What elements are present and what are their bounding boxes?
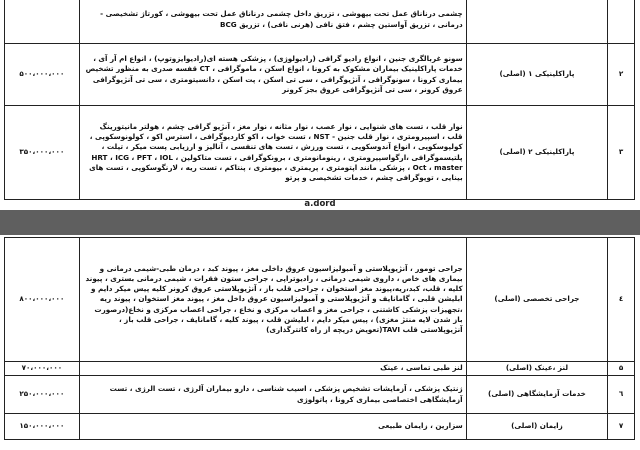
row-number: ٤ [608, 238, 635, 362]
coverage-amount: ۲۵۰،۰۰۰،۰۰۰ [5, 376, 80, 414]
table-row [5, 106, 635, 200]
coverage-table-top [4, 0, 635, 200]
service-description: جراحی تومور ، آنژیوپلاستی و آمبولیزاسیون عروق داخلی مغز ، پیوند کبد ، درمان طبی-شیمی درمانی و بیماری های خاص ، داروی شیمی درمانی ، رادیوتراپی ، جراحی ستون فقرات ، شیمی درمانی بستری ، پیوند کلیه ، قلب، کبد،ریه،پیوند مغز استخوان ، جراحی قلب باز ، آنژیوپلاستی عروق کرونر کلیه پیس میکر دایم و ابلیشن قلبی ، گامانایف و آنژیوپلاستی و آمبولیزاسیون عروق داخل مغز ، پیوند مغز استخوان ، پیوند ریه ،تجهیزات پزشکی کاشتنی ، جراحی مغز و اعصاب مرکزی و نخاع ، جراحی اعصاب مرکزی و نخاع(درصورت باز شدن لایه منتژ مغزی) ، پیس میکر دایم ، ابلیشن قلب ، پیوند کلیه ، گامانایف ، جراحی قلب باز ، آنژیوپلاستی قلب TAVI(تعویض دریچه از راه کاتترگذاری) [79, 238, 466, 362]
coverage-amount: ۱۵۰،۰۰۰،۰۰۰ [5, 414, 80, 440]
service-name: پاراکلینیکی ۱ (اصلی) [466, 44, 608, 106]
row-number: ٦ [608, 376, 635, 414]
service-name: لنز ،عینک (اصلی) [466, 362, 608, 376]
service-name: خدمات آزمایشگاهی (اصلی) [466, 376, 608, 414]
row-number: ۵ [608, 362, 635, 376]
table-row [5, 44, 635, 106]
service-name: زایمان (اصلی) [466, 414, 608, 440]
coverage-amount: ۷۰،۰۰۰،۰۰۰ [5, 362, 80, 376]
service-name: جراحی تخصصی (اصلی) [466, 238, 608, 362]
service-description: سونو غربالگری جنین ، انواع رادیو گرافی (رادیولوژی) ، پزشکی هسته ای(رادیوایزوتوپ) ، انواع ام آر آی ، خدمات پاراکلینیک بیماران مشکوک به کرونا ، انواع اسکن ، ماموگرافی ، CT قفسه صدری به منظور تشخیص بیماری کرونا ، سونوگرافی ، آنژیوگرافی ، سی تی اسکن ، پت اسکن ، دانسیتومتری ، سی تی آنژیوگرافی عروق کرونر ، سی تی آنژیوگرافی عروق بجز کرونر [79, 44, 466, 106]
service-description: نوار قلب ، تست های شنوایی ، نوار عصب ، نوار مثانه ، نوار مغز ، آنژیو گرافی چشم ، هولتر مانیتورینگ قلب ، اسپیرومتری ، نوار قلب جنین - NST ، تست خواب ، اکو کاردیوگرافی ، استرس اکو ، کولونوسکوپی ، کولپوسکوپی ، انواع آندوسکوپی ، تست ورزش ، تست های تنفسی ، آنالیز و ارزیابی پست میکر ، تیلت ، پلتیسموگرافی ،ارگواسپیرومتری ، رینومانومتری ، برونکوگرافی ، تست متاکولین HRT ، ICG ، PFT ، IOL ، Oct ، master ، پزشکی مانند اپتومتری ، پریمتری ، بیومتری ، پنتاکم ، تست ریه ، لارنگوسکوپی ، تست های بینایی ، توپوگرافی چشم ، خدمات تشخیصی و پرتو [79, 106, 466, 200]
coverage-amount: ۸۰۰،۰۰۰،۰۰۰ [5, 238, 80, 362]
watermark-caption: a.dord [304, 199, 336, 209]
row-number: ۳ [608, 106, 635, 200]
table-row [5, 238, 635, 362]
table-row [5, 0, 635, 44]
service-description: چشمی درناناق عمل تحت بیهوشی ، تزریق داخل چشمی درناناق عمل تحت بیهوشی ، کورتاژ تشخیصی - درمانی ، تزریق آواستین چشم ، فتق نافی (هرنی نافی) ، تزریق BCG [79, 0, 466, 44]
service-description: سزارین ، زایمان طبیعی [79, 414, 466, 440]
coverage-amount: ۵۰۰،۰۰۰،۰۰۰ [5, 44, 80, 106]
service-name [466, 0, 608, 44]
row-number: ۲ [608, 44, 635, 106]
row-number [608, 0, 635, 44]
document-page-top [0, 0, 640, 210]
service-name: پاراکلینیکی ۲ (اصلی) [466, 106, 608, 200]
table-row [5, 414, 635, 440]
coverage-amount [5, 0, 80, 44]
coverage-amount: ۳۵۰،۰۰۰،۰۰۰ [5, 106, 80, 200]
table-row [5, 376, 635, 414]
row-number: ۷ [608, 414, 635, 440]
service-description: ژنتیک پزشکی ، آزمایشات تشخیص پزشکی ، اسیب شناسی ، دارو بیماران آلرژی ، تست الرژی ، تست آزمایشگاهی اختصاصی بیماری کرونا ، پاتولوژی [79, 376, 466, 414]
service-description: لنز طبی تماسی ، عینک [79, 362, 466, 376]
page-separator [0, 210, 640, 235]
coverage-table-bottom [4, 237, 635, 440]
table-row [5, 362, 635, 376]
